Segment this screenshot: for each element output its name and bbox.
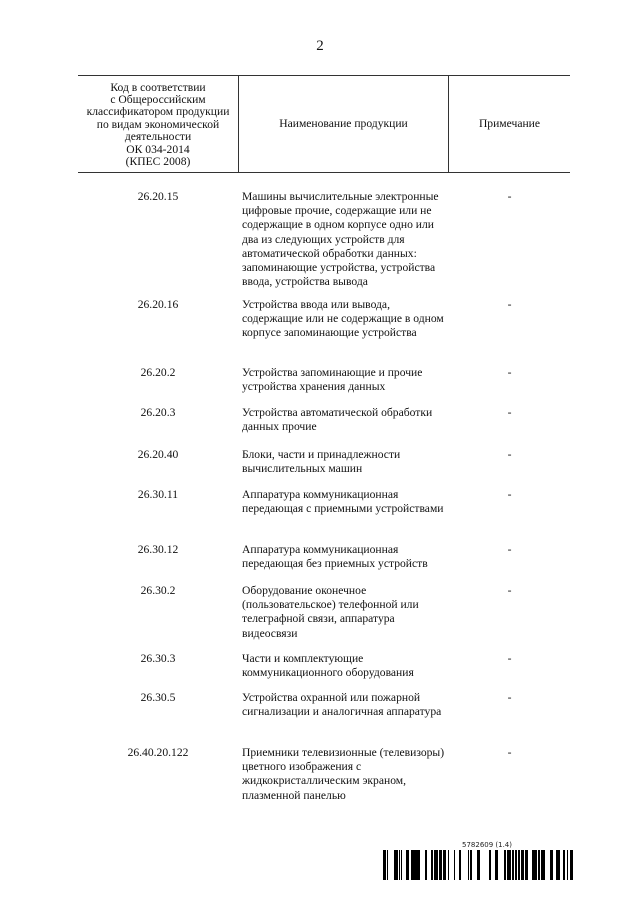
cell-note: - [507, 366, 512, 379]
cell-code: 26.30.2 [140, 584, 176, 597]
cell-name: Блоки, части и принадлежности вычислительных машин [242, 448, 401, 476]
cell-note: - [507, 691, 512, 704]
page-number: 2 [316, 38, 324, 54]
header-code-line: с Общероссийским [110, 92, 206, 106]
cell-note: - [507, 584, 512, 597]
header-code-line: классификатором продукции [86, 105, 230, 119]
header-code-line: деятельности [124, 130, 192, 144]
cell-code: 26.40.20.122 [127, 746, 189, 759]
header-code-line: по видам экономической [96, 117, 220, 131]
cell-code: 26.20.40 [137, 448, 179, 461]
cell-note: - [507, 746, 512, 759]
cell-name: Машины вычислительные электронные цифровые прочие, содержащие или не содержащие в одном корпусе одно или два из следующих устройств для автоматической обработки данных: запоминающие устройства, устройства ввода, устройства вывода [242, 190, 439, 289]
cell-code: 26.30.3 [140, 652, 176, 665]
cell-name: Устройства запоминающие и прочие устройства хранения данных [242, 366, 423, 394]
cell-name: Аппаратура коммуникационная передающая с приемными устройствами [242, 488, 444, 516]
cell-name: Части и комплектующие коммуникационного оборудования [242, 652, 414, 680]
cell-code: 26.20.15 [137, 190, 179, 203]
cell-note: - [507, 488, 512, 501]
cell-code: 26.30.12 [137, 543, 179, 556]
cell-name: Устройства ввода или вывода, содержащие или не содержащие в одном корпусе запоминающие устройства [242, 298, 444, 340]
cell-name: Аппаратура коммуникационная передающая без приемных устройств [242, 543, 428, 571]
barcode-number: 5782609 (1.4) [462, 841, 512, 849]
cell-note: - [507, 448, 512, 461]
cell-code: 26.20.16 [137, 298, 179, 311]
cell-note: - [507, 406, 512, 419]
barcode-block [383, 841, 575, 881]
cell-note: - [507, 543, 512, 556]
header-name: Наименование продукции [238, 76, 449, 172]
cell-name: Приемники телевизионные (телевизоры) цветного изображения с жидкокристаллическим экраном, плазменной панелью [242, 746, 445, 802]
header-note: Примечание [478, 116, 541, 130]
barcode-image [383, 850, 575, 880]
cell-note: - [507, 190, 512, 203]
cell-code: 26.20.2 [140, 366, 176, 379]
cell-note: - [507, 652, 512, 665]
cell-name: Оборудование оконечное (пользовательское) телефонной или телеграфной связи, аппаратура видеосвязи [242, 584, 419, 640]
header-code-lines [87, 82, 230, 169]
header-code-line: ОК 034-2014 [126, 142, 190, 156]
cell-code: 26.30.5 [140, 691, 176, 704]
cell-name: Устройства охранной или пожарной сигнализации и аналогичная аппаратура [242, 691, 442, 719]
table-header [78, 75, 570, 173]
header-code-line: (КПЕС 2008) [125, 155, 191, 169]
cell-code: 26.30.11 [137, 488, 179, 501]
header-code-line: Код в соответствии [110, 80, 206, 94]
header-code [78, 76, 238, 172]
cell-note: - [507, 298, 512, 311]
cell-code: 26.20.3 [140, 406, 176, 419]
cell-name: Устройства автоматической обработки данных прочие [242, 406, 433, 434]
